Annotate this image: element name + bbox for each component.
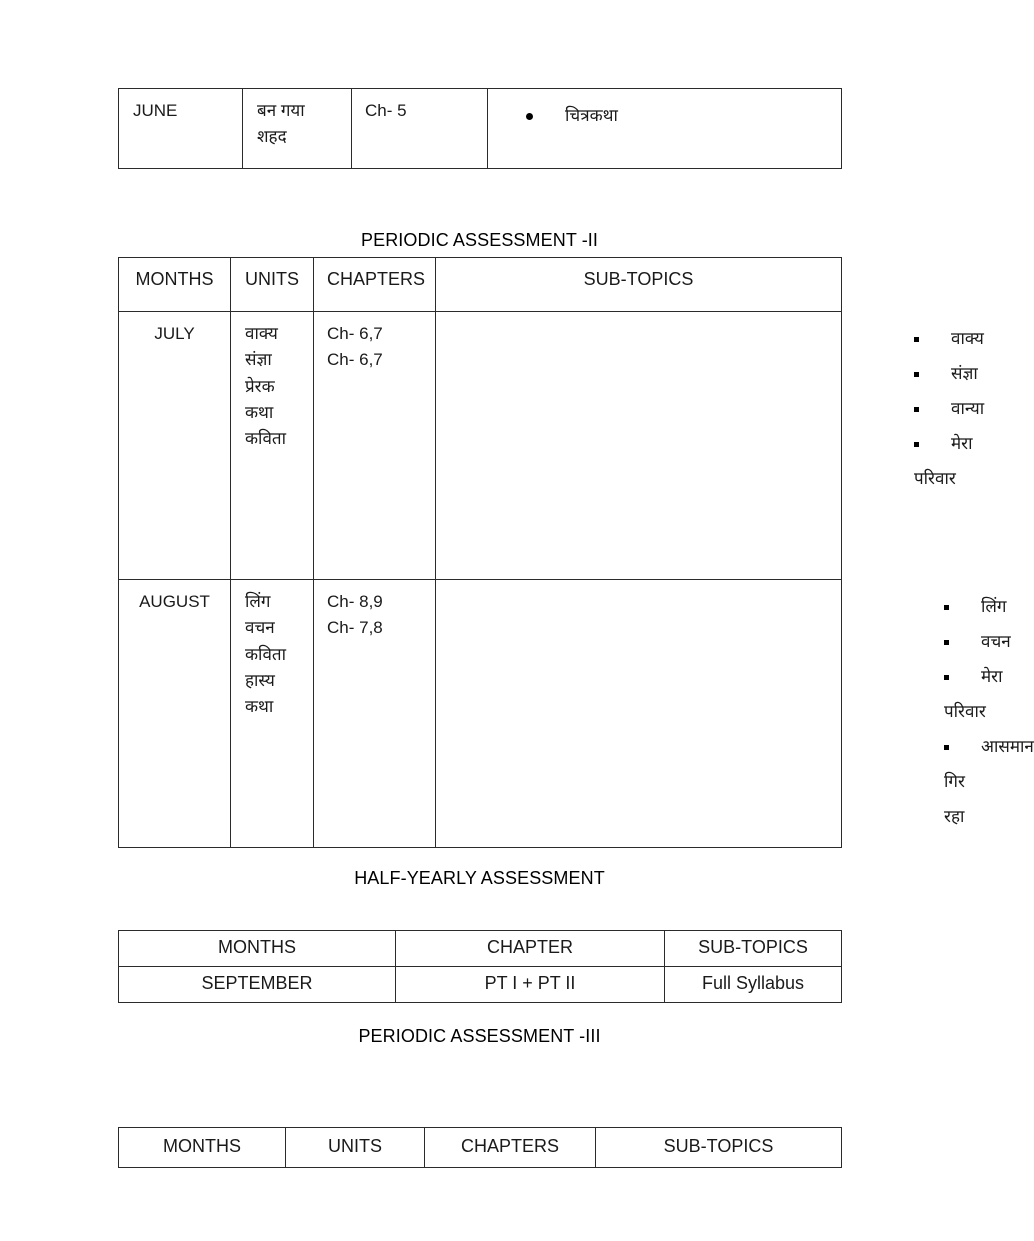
unit-line: कविता — [245, 644, 287, 664]
sub-topic-list — [436, 589, 1034, 834]
sub-topic-label: वचन — [981, 632, 1011, 651]
column-header-chapter: CHAPTER — [396, 931, 665, 967]
chapter-line: Ch- 6,7 — [327, 350, 383, 370]
unit-line: हास्य — [245, 671, 275, 691]
unit-line: बन गया — [257, 101, 305, 120]
sub-topic-label: आसमान गिर रहा — [944, 737, 1034, 826]
table-header-row — [119, 1128, 842, 1168]
column-header-sub-topics: SUB-TOPICS — [436, 258, 842, 312]
bullet-square-icon — [944, 640, 949, 645]
bullet-square-icon — [914, 372, 919, 377]
month-label: AUGUST — [139, 592, 210, 611]
column-header-units: UNITS — [231, 258, 314, 312]
unit-line: कथा — [245, 403, 274, 423]
chapter-line: Ch- 5 — [365, 101, 407, 120]
column-header-sub-topics: SUB-TOPICS — [665, 931, 842, 967]
unit-line: शहद — [257, 127, 287, 147]
cell-chapters — [314, 312, 436, 580]
cell-units — [231, 312, 314, 580]
column-header-chapters: CHAPTERS — [314, 258, 436, 312]
table-row-july — [119, 312, 842, 580]
cell-sub-topics: Full Syllabus — [665, 967, 842, 1003]
column-header-months: MONTHS — [119, 1128, 286, 1168]
cell-units — [231, 580, 314, 848]
cell-month — [119, 312, 231, 580]
column-header-months: MONTHS — [119, 931, 396, 967]
unit-line: कथा — [245, 697, 274, 717]
sub-topic-label: लिंग — [981, 597, 1007, 616]
sub-topic-list — [488, 98, 841, 133]
bullet-round-icon — [526, 113, 533, 120]
sub-topic-label: मेरा परिवार — [944, 667, 1003, 721]
cell-sub-topics — [488, 89, 842, 169]
section-title-half-yearly: HALF-YEARLY ASSESSMENT — [354, 868, 605, 888]
sub-topic-label: मेरा परिवार — [914, 434, 973, 488]
june-row-table — [118, 88, 842, 169]
chapter-line: Ch- 8,9 — [327, 592, 383, 611]
table-row — [119, 89, 842, 169]
cell-chapters — [352, 89, 488, 169]
unit-line: संज्ञा — [245, 350, 272, 370]
cell-sub-topics — [436, 312, 985, 580]
month-label: JULY — [154, 324, 195, 343]
chapter-line: Ch- 6,7 — [327, 324, 383, 343]
sub-topic-label: वान्या — [951, 399, 985, 418]
cell-month — [119, 580, 231, 848]
sub-topic-list — [436, 321, 985, 496]
cell-chapter: PT I + PT II — [396, 967, 665, 1003]
bullet-square-icon — [944, 675, 949, 680]
bullet-square-icon — [944, 605, 949, 610]
column-header-chapters: CHAPTERS — [425, 1128, 596, 1168]
half-yearly-table — [118, 930, 842, 1003]
sub-topic-label: संज्ञा — [951, 364, 978, 383]
sub-topic-label: चित्रकथा — [565, 106, 618, 125]
cell-month — [119, 89, 243, 169]
bullet-square-icon — [944, 745, 949, 750]
unit-line: वाक्य — [245, 324, 278, 343]
list-item — [526, 98, 841, 133]
column-header-months: MONTHS — [119, 258, 231, 312]
column-header-units: UNITS — [286, 1128, 425, 1168]
month-label: JUNE — [133, 101, 178, 120]
periodic-assessment-2-table — [118, 257, 1034, 848]
bullet-square-icon — [914, 407, 919, 412]
cell-units — [243, 89, 352, 169]
cell-month: SEPTEMBER — [119, 967, 396, 1003]
section-title-periodic-assessment-2: PERIODIC ASSESSMENT -II — [360, 230, 599, 250]
table-header-row — [119, 258, 842, 312]
unit-line: प्रेरक — [245, 376, 275, 396]
cell-sub-topics — [436, 580, 1034, 848]
section-title-periodic-assessment-3: PERIODIC ASSESSMENT -III — [358, 1026, 601, 1046]
table-header-row — [119, 931, 842, 967]
chapter-line: Ch- 7,8 — [327, 618, 383, 638]
periodic-assessment-3-table — [118, 1127, 842, 1168]
table-row — [119, 967, 842, 1003]
unit-line: वचन — [245, 618, 275, 638]
unit-line: कविता — [245, 429, 287, 449]
unit-line: लिंग — [245, 592, 271, 611]
cell-chapters — [314, 580, 436, 848]
bullet-square-icon — [914, 442, 919, 447]
sub-topic-label: वाक्य — [951, 329, 984, 348]
column-header-sub-topics: SUB-TOPICS — [596, 1128, 842, 1168]
table-row-august — [119, 580, 842, 848]
bullet-square-icon — [914, 337, 919, 342]
